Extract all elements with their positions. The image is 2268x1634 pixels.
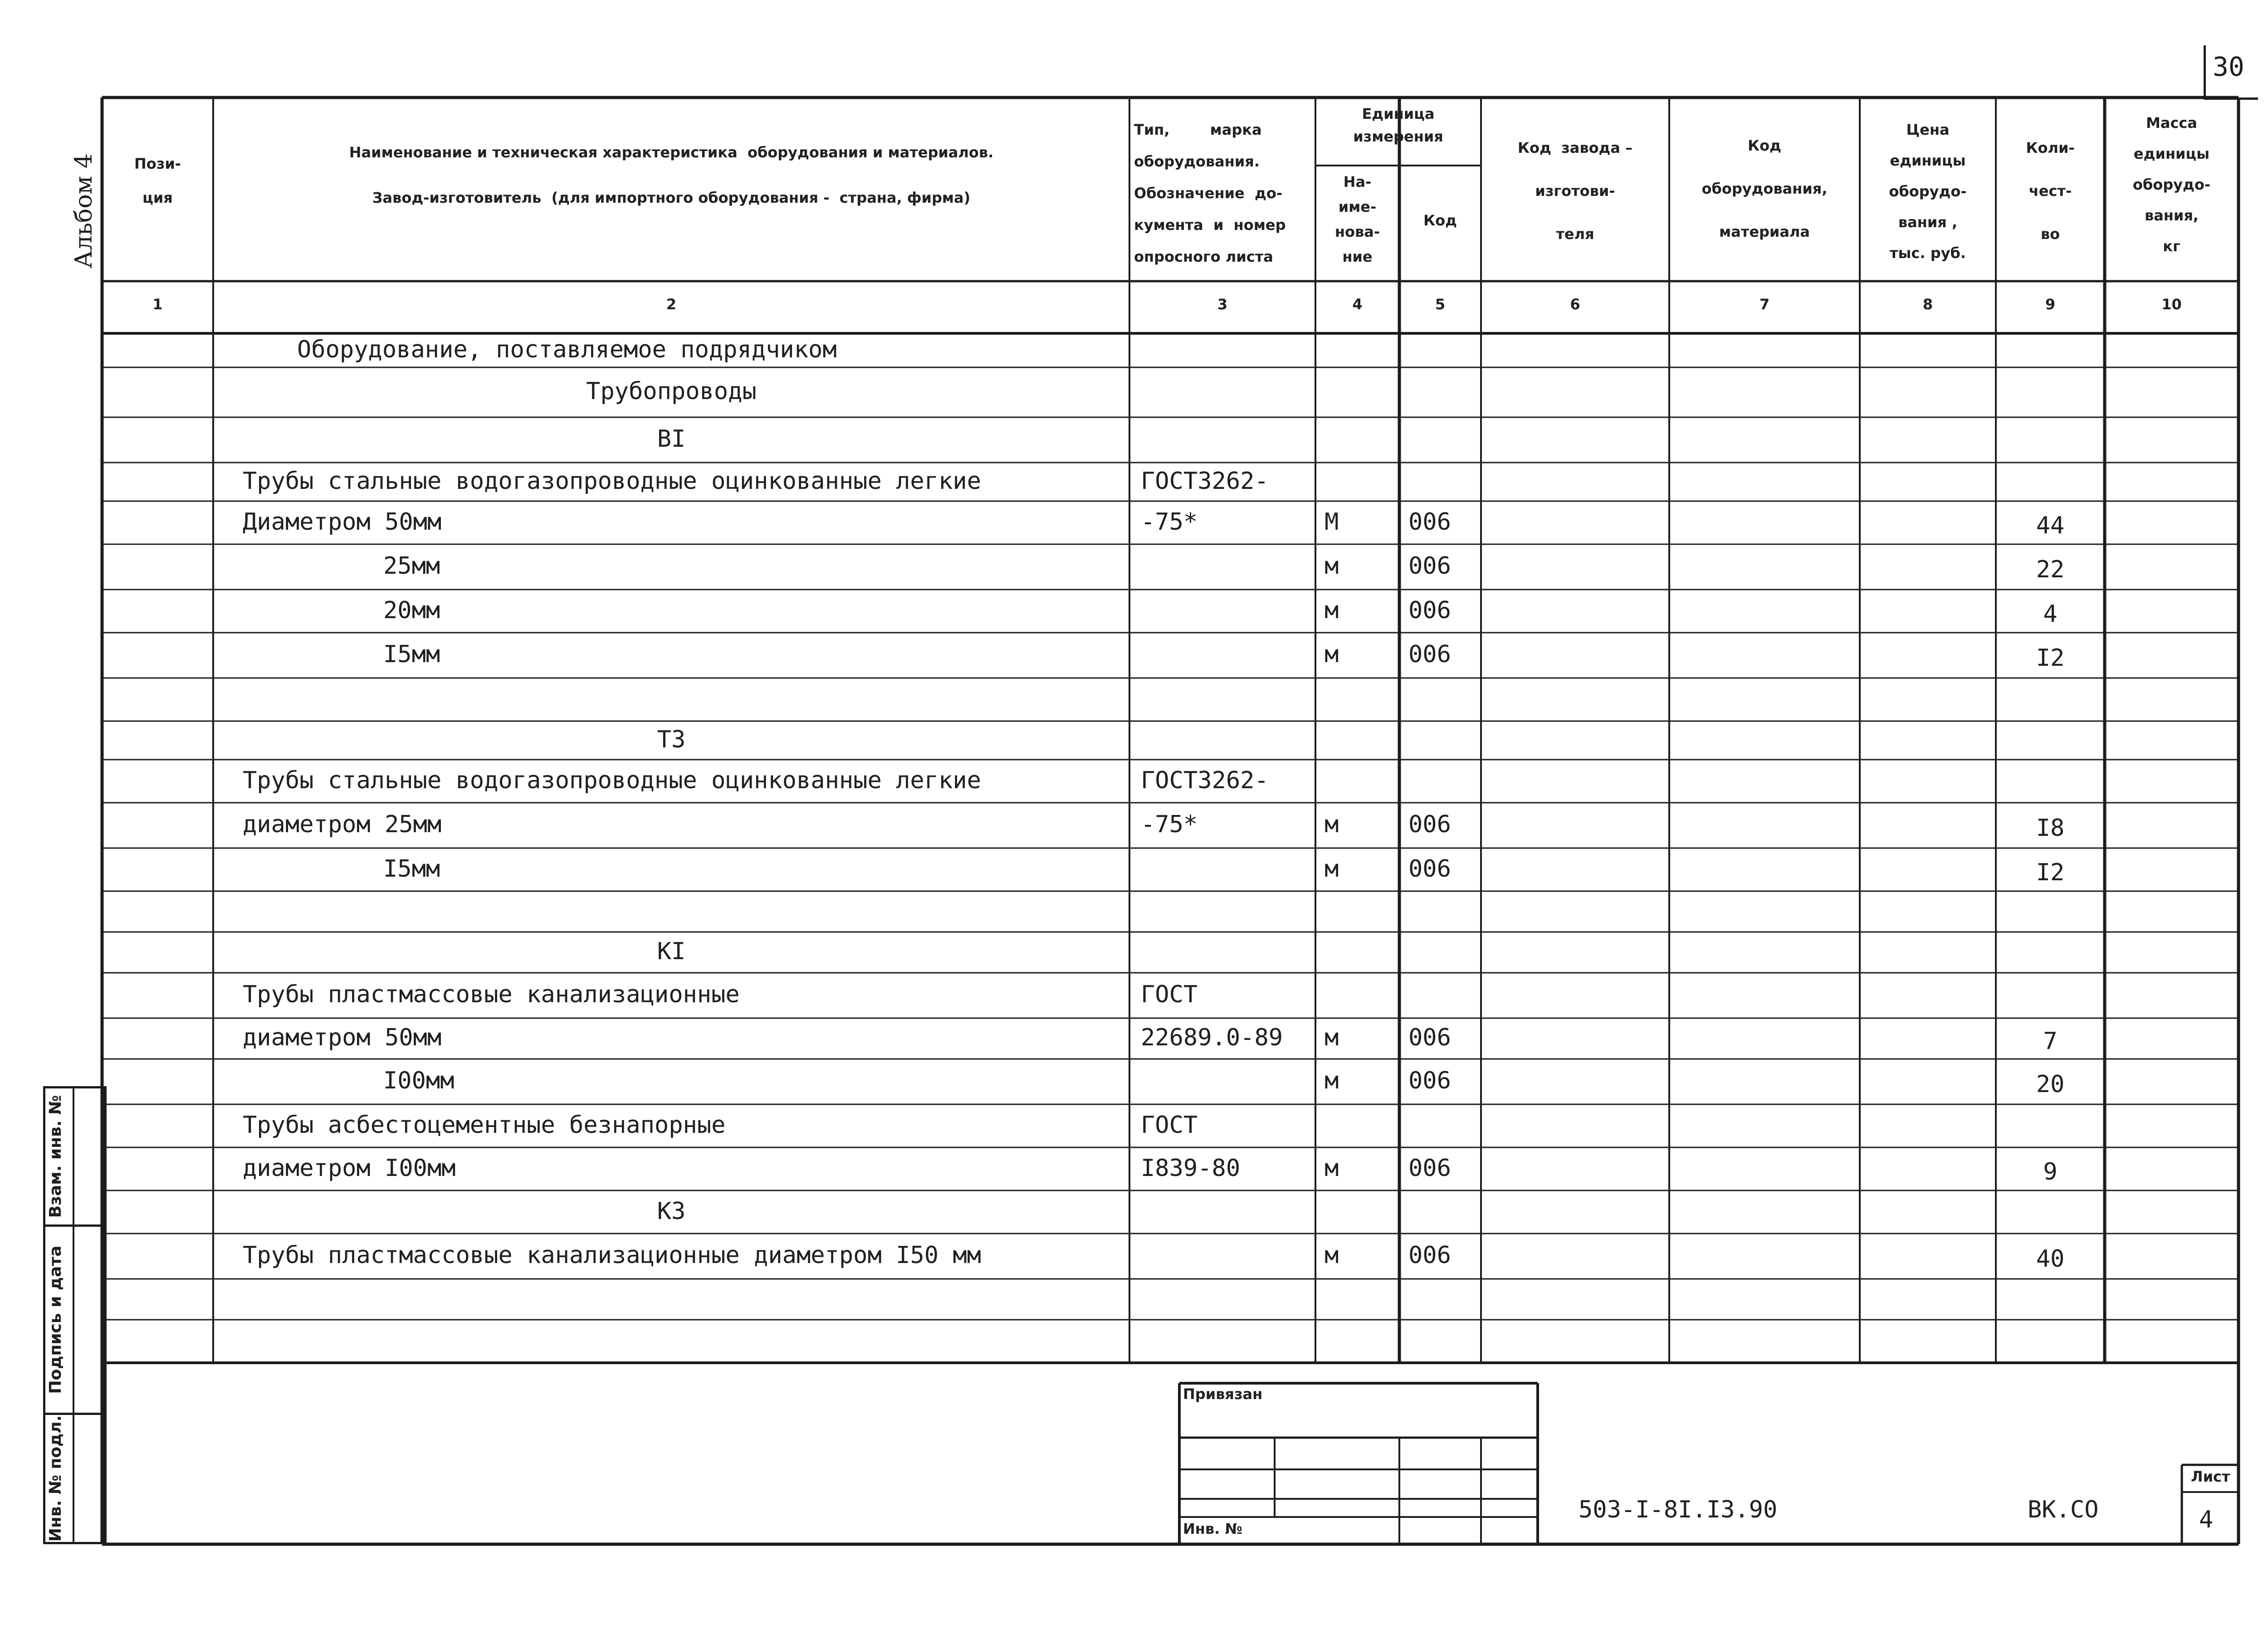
row-type: ГОСТ3262- bbox=[1141, 766, 1269, 794]
page-number: 30 bbox=[2213, 51, 2244, 82]
row-unit: м bbox=[1325, 855, 1339, 883]
header-type: кумента и номер bbox=[1134, 216, 1286, 234]
row-unit: м bbox=[1325, 1242, 1339, 1269]
column-number: 8 bbox=[1922, 296, 1933, 313]
row-name: I5мм bbox=[383, 855, 440, 883]
row-unit: м bbox=[1325, 1154, 1339, 1182]
header-manufacturer-code: Код завода – bbox=[1517, 139, 1633, 156]
row-type: -75* bbox=[1141, 811, 1198, 838]
row-name: диаметром 50мм bbox=[243, 1024, 442, 1051]
row-name: Трубы пластмассовые канализационные bbox=[243, 981, 740, 1008]
row-name: Оборудование, поставляемое подрядчиком bbox=[297, 336, 837, 363]
header-unit-name: нова- bbox=[1334, 223, 1380, 240]
row-name: 25мм bbox=[383, 552, 440, 580]
header-unit-code: Код bbox=[1423, 212, 1457, 229]
header-mass: оборудо- bbox=[2132, 176, 2211, 193]
document-code: 503-I-8I.I3.90 bbox=[1579, 1496, 1778, 1523]
header-position: Пози- bbox=[134, 155, 181, 172]
row-name: диаметром I00мм bbox=[243, 1154, 456, 1182]
header-manufacturer-code: изготови- bbox=[1535, 182, 1615, 200]
row-name: I00мм bbox=[383, 1067, 455, 1094]
row-type: 22689.0-89 bbox=[1141, 1024, 1283, 1051]
header-unit-name: На- bbox=[1343, 173, 1372, 190]
column-number: 2 bbox=[666, 296, 677, 313]
row-unit-code: 006 bbox=[1408, 855, 1451, 883]
row-quantity: 22 bbox=[2036, 556, 2065, 583]
row-name: T3 bbox=[657, 726, 686, 753]
sheet-label: Лист bbox=[2191, 1468, 2230, 1485]
column-number: 1 bbox=[152, 296, 163, 313]
header-quantity: Коли- bbox=[2026, 139, 2075, 156]
header-equipment-code: материала bbox=[1719, 223, 1810, 240]
row-unit: м bbox=[1325, 552, 1339, 580]
row-unit-code: 006 bbox=[1408, 1024, 1451, 1051]
header-price: оборудо- bbox=[1889, 183, 1967, 200]
row-quantity: 7 bbox=[2043, 1028, 2058, 1055]
row-quantity: I2 bbox=[2036, 858, 2065, 886]
row-name: Трубы асбестоцементные безнапорные bbox=[243, 1111, 726, 1139]
row-name: Трубопроводы bbox=[586, 378, 757, 405]
sheet-number: 4 bbox=[2199, 1506, 2214, 1533]
header-unit-group: измерения bbox=[1353, 128, 1443, 145]
row-name: 20мм bbox=[383, 596, 440, 624]
header-price: единицы bbox=[1890, 152, 1966, 169]
stamp-replaced-inv-label: Взам. инв. № bbox=[46, 1095, 65, 1218]
row-quantity: 20 bbox=[2036, 1071, 2065, 1098]
row-type: ГОСТ bbox=[1141, 981, 1198, 1008]
row-unit-code: 006 bbox=[1408, 1242, 1451, 1269]
privyazan-label: Привязан bbox=[1183, 1385, 1263, 1403]
row-name: BI bbox=[657, 425, 686, 453]
row-quantity: I2 bbox=[2036, 644, 2065, 672]
header-type: Тип, марка bbox=[1134, 121, 1262, 138]
row-unit-code: 006 bbox=[1408, 508, 1451, 536]
row-unit: м bbox=[1325, 641, 1339, 668]
row-type: -75* bbox=[1141, 508, 1198, 536]
header-quantity: чест- bbox=[2028, 182, 2072, 200]
header-type: Обозначение до- bbox=[1134, 185, 1283, 202]
header-mass: Масса bbox=[2146, 114, 2197, 132]
header-mass: вания, bbox=[2144, 207, 2199, 224]
column-number: 5 bbox=[1435, 296, 1446, 313]
row-name: Диаметром 50мм bbox=[243, 508, 442, 536]
row-unit-code: 006 bbox=[1408, 552, 1451, 580]
row-quantity: I8 bbox=[2036, 815, 2065, 842]
row-unit: м bbox=[1325, 1024, 1339, 1051]
header-mass: единицы bbox=[2133, 145, 2210, 162]
header-type: оборудования. bbox=[1134, 153, 1260, 170]
column-number: 4 bbox=[1352, 296, 1363, 313]
header-name: Наименование и техническая характеристика оборудования и материалов. bbox=[349, 144, 994, 161]
header-equipment-code: оборудования, bbox=[1701, 180, 1828, 197]
row-quantity: 9 bbox=[2043, 1158, 2058, 1185]
row-unit: м bbox=[1325, 811, 1339, 838]
row-unit-code: 006 bbox=[1408, 641, 1451, 668]
header-price: тыс. руб. bbox=[1889, 244, 1966, 262]
header-unit-name: име- bbox=[1338, 198, 1377, 215]
row-quantity: 44 bbox=[2036, 512, 2065, 539]
header-price: Цена bbox=[1906, 121, 1950, 138]
inventory-number-label: Инв. № bbox=[1183, 1520, 1242, 1537]
row-name: диаметром 25мм bbox=[243, 811, 442, 838]
stamp-original-inv-label: Инв. № подл. bbox=[46, 1415, 65, 1542]
row-name: K3 bbox=[657, 1197, 686, 1225]
row-name: Трубы стальные водогазопроводные оцинкованные легкие bbox=[243, 766, 981, 794]
row-unit: М bbox=[1325, 508, 1339, 536]
header-price: вания , bbox=[1898, 214, 1958, 231]
stamp-signature-date-label: Подпись и дата bbox=[46, 1245, 65, 1394]
column-number: 3 bbox=[1217, 296, 1228, 313]
header-mass: кг bbox=[2163, 238, 2180, 255]
row-quantity: 40 bbox=[2036, 1245, 2065, 1273]
header-type: опросного листа bbox=[1134, 248, 1273, 265]
row-name: KI bbox=[657, 938, 686, 965]
row-name: Трубы стальные водогазопроводные оцинкованные легкие bbox=[243, 467, 981, 495]
row-unit-code: 006 bbox=[1408, 1154, 1451, 1182]
column-number: 9 bbox=[2045, 296, 2056, 313]
row-type: I839-80 bbox=[1141, 1154, 1241, 1182]
header-unit-name: ние bbox=[1342, 248, 1373, 265]
header-equipment-code: Код bbox=[1748, 137, 1781, 154]
row-name: I5мм bbox=[383, 641, 440, 668]
row-unit: м bbox=[1325, 596, 1339, 624]
column-number: 7 bbox=[1759, 296, 1770, 313]
row-unit-code: 006 bbox=[1408, 596, 1451, 624]
document-mark: ВК.СО bbox=[2028, 1496, 2099, 1523]
header-name: Завод-изготовитель (для импортного оборудования - страна, фирма) bbox=[372, 189, 971, 206]
row-name: Трубы пластмассовые канализационные диаметром I50 мм bbox=[243, 1242, 981, 1269]
header-position: ция bbox=[142, 189, 173, 206]
header-manufacturer-code: теля bbox=[1556, 225, 1594, 243]
row-quantity: 4 bbox=[2043, 600, 2058, 628]
column-number: 10 bbox=[2161, 296, 2182, 313]
row-unit-code: 006 bbox=[1408, 1067, 1451, 1094]
header-unit-group: Единица bbox=[1362, 105, 1435, 122]
row-type: ГОСТ3262- bbox=[1141, 467, 1269, 495]
row-unit-code: 006 bbox=[1408, 811, 1451, 838]
row-unit: м bbox=[1325, 1067, 1339, 1094]
row-type: ГОСТ bbox=[1141, 1111, 1198, 1139]
header-quantity: во bbox=[2040, 225, 2060, 243]
album-label: Альбом 4 bbox=[70, 153, 98, 268]
column-number: 6 bbox=[1570, 296, 1580, 313]
